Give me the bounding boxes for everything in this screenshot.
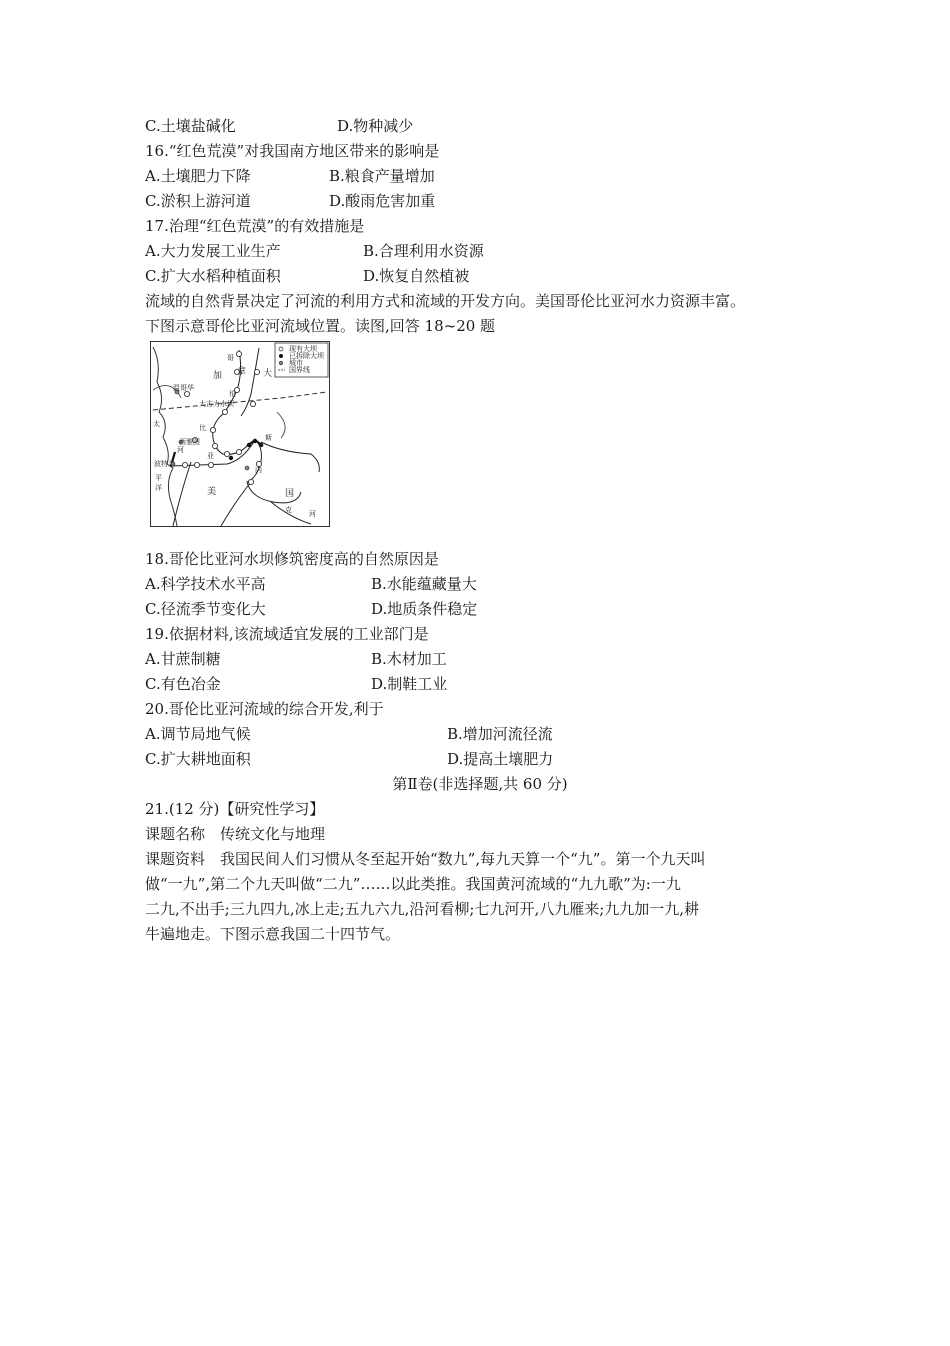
q15-option-d: D.物种减少 xyxy=(337,117,414,135)
label-river-5: 河 xyxy=(177,446,184,454)
exam-page xyxy=(145,114,815,947)
label-river-2: 伦 xyxy=(229,390,236,398)
q21-topic: 课题名称 传统文化与地理 xyxy=(145,825,326,843)
label-pacific-2: 平 xyxy=(155,474,162,482)
legend-existing-dam: 现有大坝 xyxy=(289,345,317,353)
q17-option-c: C.扩大水稻种植面积 xyxy=(145,267,281,285)
q21-material-line-2: 做“一九”,第二个九天叫做“二九”……以此类推。我国黄河流域的“九九歌”为:一九 xyxy=(145,875,681,893)
q19-option-a: A.甘蔗制糖 xyxy=(145,650,221,668)
label-snake-2: 内 xyxy=(255,466,262,474)
columbia-river-map xyxy=(150,341,330,527)
q16-option-d: D.酸雨危害加重 xyxy=(329,192,436,210)
q20-options-cd xyxy=(145,747,815,772)
label-canada-3: 大 xyxy=(263,369,273,379)
label-pacific-3: 洋 xyxy=(155,484,162,492)
label-canada-1: 加 xyxy=(213,371,223,381)
q17-option-a: A.大力发展工业生产 xyxy=(145,242,281,260)
q17-option-d: D.恢复自然植被 xyxy=(363,267,470,285)
intro-line-2: 下图示意哥伦比亚河流域位置。读图,回答 18~20 题 xyxy=(145,317,496,335)
q21-material-line-3: 二九,不出手;三九四九,冰上走;五九六九,沿河看柳;七九河开,八九雁来;九九加一九,耕 xyxy=(145,900,700,918)
intro-line-1: 流域的自然背景决定了河流的利用方式和流域的开发方向。美国哥伦比亚河水力资源丰富。 xyxy=(145,292,746,310)
q16-options-cd xyxy=(145,189,815,214)
q17-option-b: B.合理利用水资源 xyxy=(363,242,484,260)
q19-option-d: D.制鞋工业 xyxy=(371,675,448,693)
q21-head: 21.(12 分)【研究性学习】 xyxy=(145,800,325,818)
label-grand-coulee: 大古力水坝 xyxy=(199,400,234,408)
label-seattle: 西雅图 xyxy=(179,438,200,446)
q16-option-c: C.淤积上游河道 xyxy=(145,192,251,210)
q16-options-ab xyxy=(145,164,815,189)
q21-material-line-1: 课题资料 我国民间人们习惯从冬至起开始“数九”,每九天算一个“九”。第一个九天叫 xyxy=(145,850,706,868)
q18-option-b: B.水能蕴藏量大 xyxy=(371,575,477,593)
legend-removed-dam: 已拆除大坝 xyxy=(289,352,324,360)
label-river-4: 亚 xyxy=(207,452,214,460)
q15-option-c: C.土壤盐碱化 xyxy=(145,117,236,135)
label-usa-2: 国 xyxy=(285,489,295,499)
q21-material-line-4: 牛遍地走。下图示意我国二十四节气。 xyxy=(145,925,401,943)
q20-option-c: C.扩大耕地面积 xyxy=(145,750,251,768)
q19-option-c: C.有色冶金 xyxy=(145,675,221,693)
q16-option-a: A.土壤肥力下降 xyxy=(145,167,251,185)
q18-option-c: C.径流季节变化大 xyxy=(145,600,266,618)
q19-options-ab xyxy=(145,647,815,672)
q16-stem: 16.“红色荒漠”对我国南方地区带来的影响是 xyxy=(145,142,440,160)
q19-options-cd xyxy=(145,672,815,697)
section-2-title: 第Ⅱ卷(非选择题,共 60 分) xyxy=(392,775,568,793)
q18-options-cd xyxy=(145,597,815,622)
legend-city: 城市 xyxy=(289,359,303,367)
label-snake-4: 河 xyxy=(309,510,316,518)
q18-options-ab xyxy=(145,572,815,597)
q17-options-ab xyxy=(145,239,815,264)
label-canada-2: 拿 xyxy=(237,367,247,377)
q20-options-ab xyxy=(145,722,815,747)
label-river-3: 比 xyxy=(199,424,206,432)
label-snake-1: 斯 xyxy=(265,434,272,442)
label-snake-3: 克 xyxy=(285,506,292,514)
q20-option-d: D.提高土壤肥力 xyxy=(447,750,554,768)
q15-options-cd xyxy=(145,114,815,139)
q18-stem: 18.哥伦比亚河水坝修筑密度高的自然原因是 xyxy=(145,550,439,568)
q17-options-cd xyxy=(145,264,815,289)
q18-option-d: D.地质条件稳定 xyxy=(371,600,478,618)
q20-option-b: B.增加河流径流 xyxy=(447,725,553,743)
label-usa-1: 美 xyxy=(207,487,217,497)
legend-border: 国界线 xyxy=(289,366,310,374)
q16-option-b: B.粮食产量增加 xyxy=(329,167,435,185)
q17-stem: 17.治理“红色荒漠”的有效措施是 xyxy=(145,217,365,235)
label-pacific-1: 太 xyxy=(153,420,160,428)
q19-stem: 19.依据材料,该流域适宜发展的工业部门是 xyxy=(145,625,429,643)
q18-option-a: A.科学技术水平高 xyxy=(145,575,266,593)
label-river-1: 哥 xyxy=(227,354,234,362)
q20-option-a: A.调节局地气候 xyxy=(145,725,251,743)
q20-stem: 20.哥伦比亚河流域的综合开发,利于 xyxy=(145,700,384,718)
label-portland: 波特兰 xyxy=(154,460,175,468)
q19-option-b: B.木材加工 xyxy=(371,650,447,668)
label-vancouver: 温哥华 xyxy=(173,384,194,392)
